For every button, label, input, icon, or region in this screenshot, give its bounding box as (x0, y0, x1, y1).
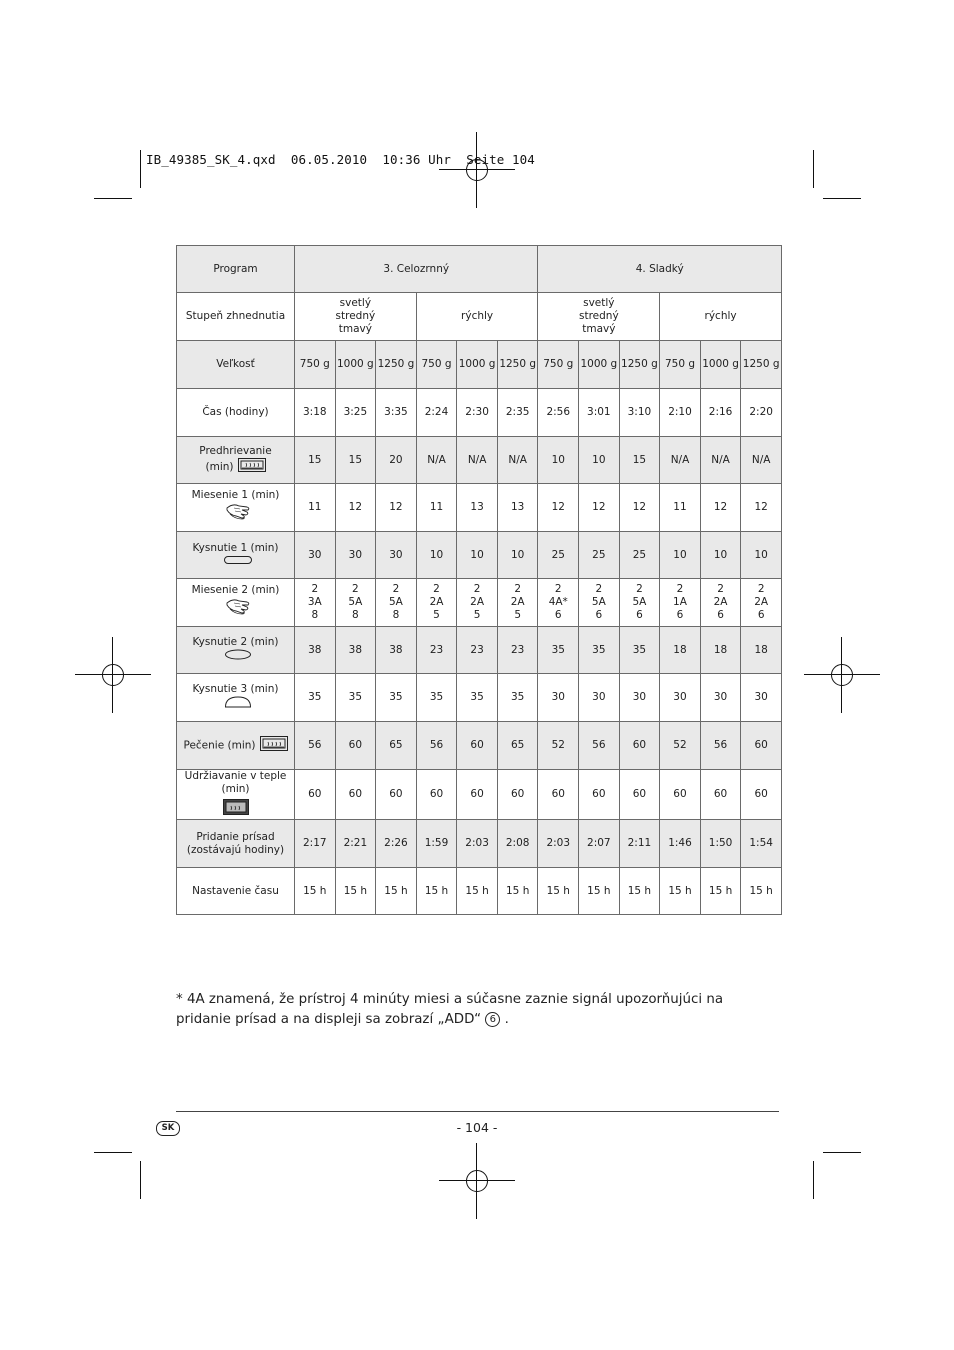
browning-option: rýchly (416, 293, 538, 341)
table-cell: 10 (497, 532, 538, 579)
table-cell: 10 (700, 532, 741, 579)
table-cell: 60 (579, 770, 620, 820)
row-label-text: Kysnutie 3 (min) (192, 683, 279, 695)
row-label-text: Miesenie 1 (min) (191, 489, 280, 501)
table-cell: 15 h (579, 868, 620, 915)
table-cell: 10 (457, 532, 498, 579)
table-cell: 2 1A 6 (660, 579, 701, 627)
crop-mark (823, 198, 861, 199)
table-cell: 35 (497, 674, 538, 722)
table-cell: 12 (700, 484, 741, 532)
table-cell: 2:35 (497, 389, 538, 437)
table-cell: 2:08 (497, 820, 538, 868)
table-cell: 2:30 (457, 389, 498, 437)
table-row (177, 627, 782, 674)
baking-icon (260, 736, 288, 755)
table-cell: 60 (335, 770, 376, 820)
table-cell: 2:17 (295, 820, 336, 868)
table-cell: 2:10 (660, 389, 701, 437)
size-cell: 1250 g (376, 341, 417, 389)
size-label: Veľkosť (177, 341, 295, 389)
table-cell: 38 (376, 627, 417, 674)
size-cell: 750 g (660, 341, 701, 389)
table-cell: 60 (619, 770, 660, 820)
table-cell: 15 h (457, 868, 498, 915)
footnote-text: * 4A znamená, že prístroj 4 minúty miesi a súčasne zaznie signál upozorňujúci na pridanie prísad a na displeji sa zobrazí „ADD“ (176, 992, 724, 1027)
table-cell: 12 (579, 484, 620, 532)
page-number: - 104 - (456, 1120, 498, 1135)
table-cell: 60 (457, 722, 498, 770)
table-cell: N/A (497, 437, 538, 484)
table-cell: 15 h (619, 868, 660, 915)
table-cell: 2:56 (538, 389, 579, 437)
table-cell: 65 (497, 722, 538, 770)
table-cell: 3:35 (376, 389, 417, 437)
table-row (177, 437, 782, 484)
table-cell: 52 (660, 722, 701, 770)
table-cell: 2 2A 5 (416, 579, 457, 627)
row-label (177, 820, 295, 868)
table-cell: 65 (376, 722, 417, 770)
table-cell: 15 h (741, 868, 782, 915)
registration-mark-icon (439, 1143, 515, 1219)
row-label (177, 674, 295, 722)
table-cell: 56 (700, 722, 741, 770)
table-cell: 12 (335, 484, 376, 532)
browning-row (177, 293, 782, 341)
table-cell: 60 (660, 770, 701, 820)
row-label-text: Nastavenie času (192, 884, 279, 897)
table-cell: N/A (741, 437, 782, 484)
table-cell: 10 (660, 532, 701, 579)
table-cell: 25 (538, 532, 579, 579)
program-name: 3. Celozrnný (295, 246, 538, 293)
table-cell: 2:24 (416, 389, 457, 437)
row-label (177, 484, 295, 532)
table-row (177, 820, 782, 868)
table-cell: 12 (538, 484, 579, 532)
row-label-text: Pečenie (min) (183, 739, 256, 752)
table-cell: 2 5A 6 (619, 579, 660, 627)
registration-mark-icon (75, 637, 151, 713)
table-cell: 2 5A 6 (579, 579, 620, 627)
table-cell: 60 (538, 770, 579, 820)
table-cell: 2 2A 6 (700, 579, 741, 627)
program-label: Program (177, 246, 295, 293)
table-cell: 12 (376, 484, 417, 532)
table-row (177, 579, 782, 627)
size-cell: 750 g (538, 341, 579, 389)
row-label (177, 770, 295, 820)
row-label-text: Kysnutie 1 (min) (192, 541, 279, 554)
table-cell: 10 (579, 437, 620, 484)
size-row (177, 341, 782, 389)
table-cell: 23 (416, 627, 457, 674)
table-cell: 30 (295, 532, 336, 579)
table-row (177, 532, 782, 579)
keep-warm-icon (223, 799, 249, 819)
table-cell: 15 h (376, 868, 417, 915)
table-cell: 35 (619, 627, 660, 674)
row-label-text: Pridanie prísad (zostávajú hodiny) (186, 830, 285, 856)
row-label (177, 868, 295, 915)
table-cell: 18 (700, 627, 741, 674)
rising-dough-high-icon (225, 696, 251, 712)
table-cell: 30 (741, 674, 782, 722)
table-cell: 2 5A 8 (376, 579, 417, 627)
table-cell: 11 (416, 484, 457, 532)
table-cell: 2 4A* 6 (538, 579, 579, 627)
table-cell: 18 (660, 627, 701, 674)
table-cell: 2:16 (700, 389, 741, 437)
row-label (177, 532, 295, 579)
row-label-text: Udržiavanie v teple (min) (184, 770, 287, 795)
table-cell: 15 h (335, 868, 376, 915)
table-cell: 3:01 (579, 389, 620, 437)
size-cell: 1250 g (741, 341, 782, 389)
table-cell: 1:46 (660, 820, 701, 868)
table-cell: 10 (741, 532, 782, 579)
table-cell: 1:50 (700, 820, 741, 868)
size-cell: 1000 g (335, 341, 376, 389)
table-cell: 2 2A 6 (741, 579, 782, 627)
table-cell: 56 (416, 722, 457, 770)
table-cell: 2 2A 5 (497, 579, 538, 627)
table-cell: 12 (741, 484, 782, 532)
row-label-text: Kysnutie 2 (min) (192, 636, 279, 648)
table-cell: 52 (538, 722, 579, 770)
table-cell: 10 (416, 532, 457, 579)
table-cell: 15 (335, 437, 376, 484)
table-cell: 3:18 (295, 389, 336, 437)
table-cell: 35 (335, 674, 376, 722)
table-cell: 2:20 (741, 389, 782, 437)
row-label (177, 627, 295, 674)
language-badge: SK (156, 1121, 180, 1136)
browning-label: Stupeň zhnednutia (177, 293, 295, 341)
table-cell: 30 (579, 674, 620, 722)
baking-program-table (176, 245, 782, 915)
kneading-hands-icon (225, 502, 251, 526)
table-cell: N/A (416, 437, 457, 484)
size-cell: 1000 g (579, 341, 620, 389)
table-cell: N/A (660, 437, 701, 484)
table-cell: 15 h (538, 868, 579, 915)
size-cell: 750 g (416, 341, 457, 389)
table-cell: 60 (497, 770, 538, 820)
table-cell: 15 h (295, 868, 336, 915)
crop-mark (94, 198, 132, 199)
kneading-hands-icon (225, 597, 251, 621)
table-cell: 2:03 (538, 820, 579, 868)
table-cell: 3:25 (335, 389, 376, 437)
table-cell: 56 (579, 722, 620, 770)
table-cell: 2 2A 5 (457, 579, 498, 627)
table-row (177, 484, 782, 532)
table-cell: 35 (538, 627, 579, 674)
registration-mark-icon (804, 637, 880, 713)
table-cell: 30 (700, 674, 741, 722)
table-cell: 56 (295, 722, 336, 770)
table-cell: 38 (335, 627, 376, 674)
row-label-text: Predhrievanie (min) (199, 444, 272, 473)
table-cell: 60 (741, 722, 782, 770)
row-label (177, 579, 295, 627)
table-row (177, 722, 782, 770)
crop-mark (813, 1161, 814, 1199)
rising-dough-flat-icon (224, 555, 252, 569)
registration-mark-icon (439, 132, 515, 208)
table-cell: 20 (376, 437, 417, 484)
table-cell: 15 h (700, 868, 741, 915)
table-row (177, 389, 782, 437)
reference-number-icon: 6 (485, 1012, 500, 1027)
table-cell: 15 h (660, 868, 701, 915)
table-cell: 15 (619, 437, 660, 484)
table-row (177, 770, 782, 820)
table-cell: 3:10 (619, 389, 660, 437)
table-cell: 2:21 (335, 820, 376, 868)
table-cell: 15 h (497, 868, 538, 915)
crop-mark (813, 150, 814, 188)
table-cell: 35 (457, 674, 498, 722)
program-name: 4. Sladký (538, 246, 782, 293)
table-cell: 13 (457, 484, 498, 532)
table-cell: 60 (416, 770, 457, 820)
table-cell: 60 (741, 770, 782, 820)
table-cell: 25 (579, 532, 620, 579)
table-cell: 11 (295, 484, 336, 532)
rising-dough-medium-icon (225, 649, 251, 664)
table-cell: 2:03 (457, 820, 498, 868)
footnote (176, 990, 776, 1030)
preheat-icon (238, 458, 266, 476)
table-cell: 1:54 (741, 820, 782, 868)
table-cell: 30 (660, 674, 701, 722)
crop-mark (94, 1152, 132, 1153)
table-cell: 23 (497, 627, 538, 674)
table-cell: N/A (457, 437, 498, 484)
browning-option: svetlý stredný tmavý (538, 293, 660, 341)
footnote-end: . (504, 1012, 509, 1027)
table-cell: 60 (295, 770, 336, 820)
table-cell: 15 h (416, 868, 457, 915)
table-cell: 25 (619, 532, 660, 579)
table-cell: 60 (335, 722, 376, 770)
table-cell: 35 (579, 627, 620, 674)
table-cell: 35 (416, 674, 457, 722)
row-label (177, 389, 295, 437)
crop-mark (140, 150, 141, 188)
browning-option: rýchly (660, 293, 782, 341)
size-cell: 1000 g (700, 341, 741, 389)
size-cell: 1250 g (619, 341, 660, 389)
table-cell: 2 5A 8 (335, 579, 376, 627)
table-cell: 2:26 (376, 820, 417, 868)
table-cell: 35 (376, 674, 417, 722)
size-cell: 1000 g (457, 341, 498, 389)
print-slug: IB_49385_SK_4.qxd 06.05.2010 10:36 Uhr Seite 104 (146, 152, 535, 167)
row-label (177, 437, 295, 484)
table-cell: 2:07 (579, 820, 620, 868)
crop-mark (140, 1161, 141, 1199)
table-cell: 23 (457, 627, 498, 674)
row-label-text: Čas (hodiny) (202, 406, 269, 418)
table-cell: 38 (295, 627, 336, 674)
crop-mark (823, 1152, 861, 1153)
table-cell: 1:59 (416, 820, 457, 868)
table-cell: 10 (538, 437, 579, 484)
table-cell: 13 (497, 484, 538, 532)
table-cell: 60 (457, 770, 498, 820)
table-cell: 11 (660, 484, 701, 532)
program-row (177, 246, 782, 293)
size-cell: 1250 g (497, 341, 538, 389)
table-cell: 30 (619, 674, 660, 722)
table-cell: 30 (335, 532, 376, 579)
row-label-text: Miesenie 2 (min) (191, 584, 280, 596)
table-cell: 60 (376, 770, 417, 820)
table-cell: 15 (295, 437, 336, 484)
footer-rule (176, 1111, 779, 1112)
table-cell: 2 3A 8 (295, 579, 336, 627)
table-cell: 30 (538, 674, 579, 722)
browning-option: svetlý stredný tmavý (295, 293, 417, 341)
table-cell: 12 (619, 484, 660, 532)
table-cell: 35 (295, 674, 336, 722)
table-cell: 30 (376, 532, 417, 579)
table-row (177, 868, 782, 915)
table-cell: 60 (619, 722, 660, 770)
row-label (177, 722, 295, 770)
size-cell: 750 g (295, 341, 336, 389)
table-cell: 60 (700, 770, 741, 820)
table-cell: 2:11 (619, 820, 660, 868)
table-row (177, 674, 782, 722)
table-cell: N/A (700, 437, 741, 484)
table-cell: 18 (741, 627, 782, 674)
